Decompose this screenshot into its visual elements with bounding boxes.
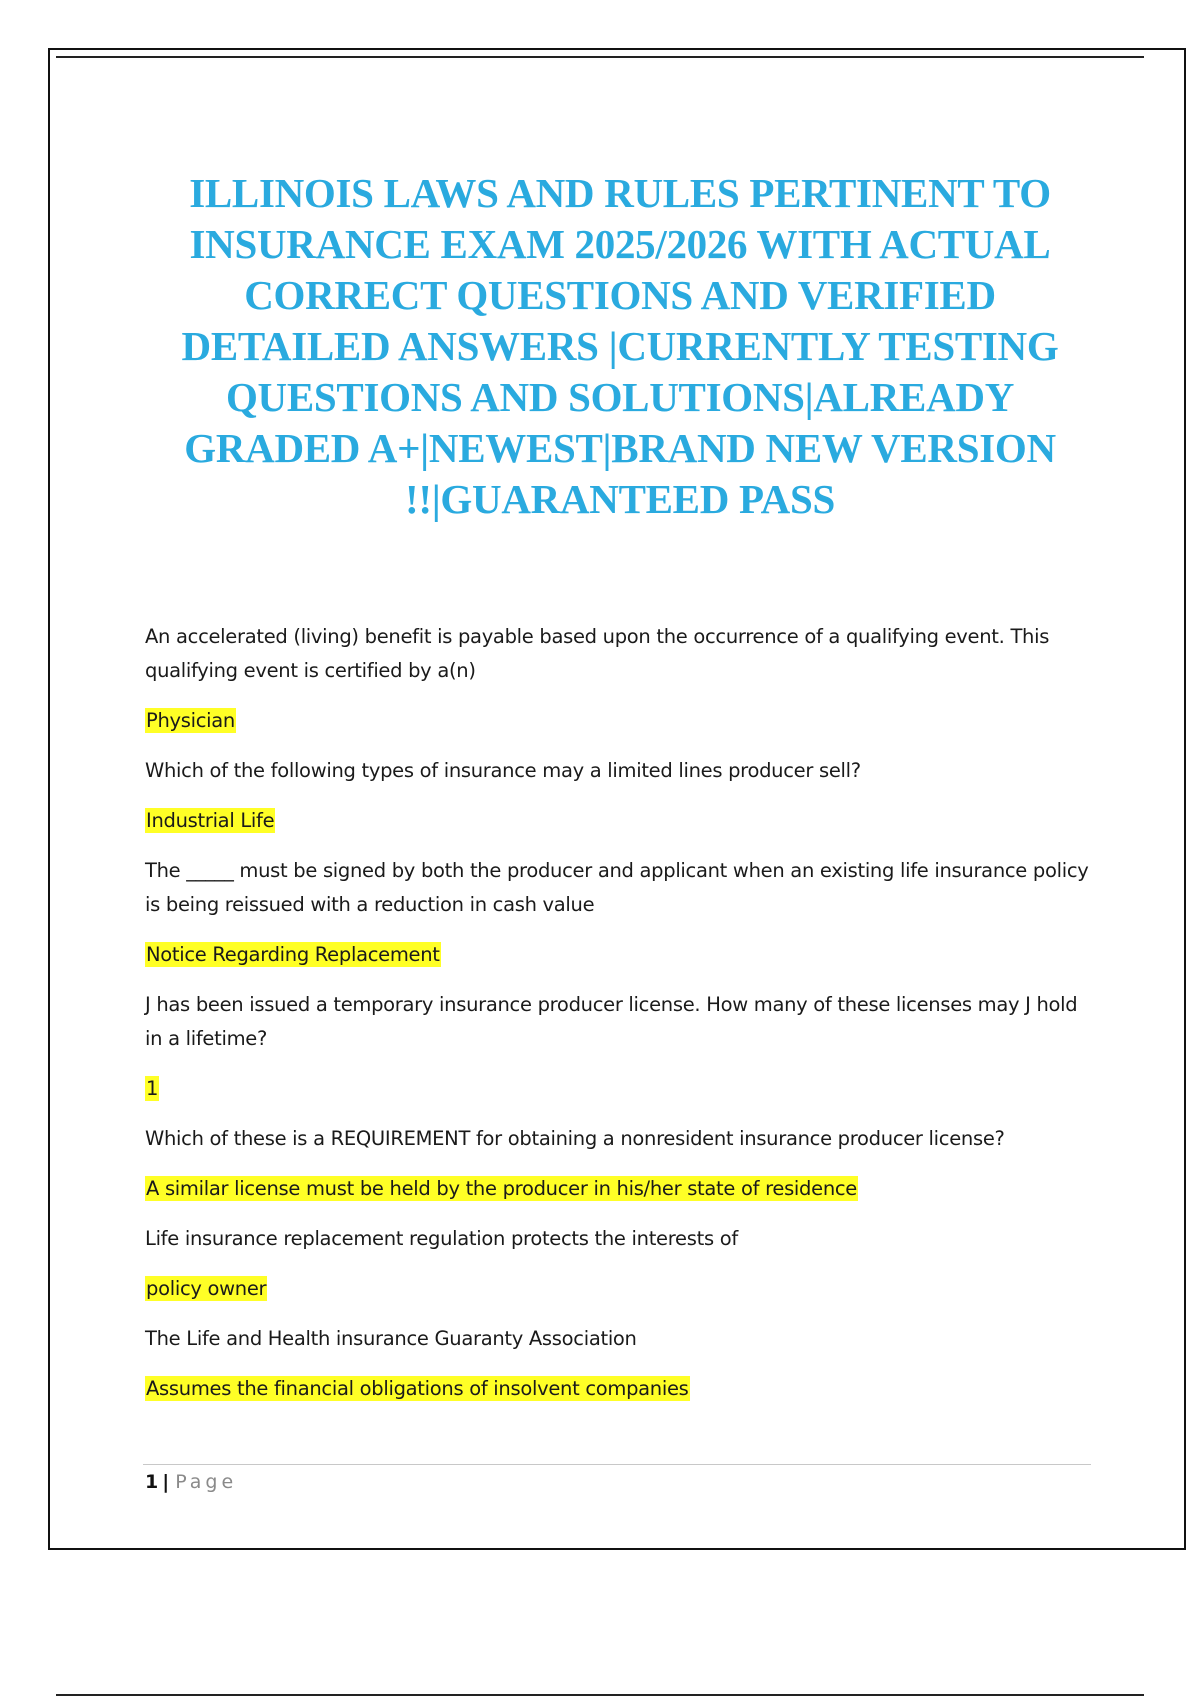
answer-highlight: policy owner [146, 1277, 267, 1300]
question-text: An accelerated (living) benefit is payable based upon the occurrence of a qualifying event. This qualifying event is certified by a(n) [145, 625, 1050, 682]
qa-list [145, 620, 1090, 1422]
page-footer [145, 1471, 237, 1493]
qa-item [145, 988, 1090, 1106]
top-rule [56, 56, 1144, 58]
answer-highlight: Physician [146, 709, 235, 732]
answer-row [145, 1272, 1090, 1306]
answer-highlight: Notice Regarding Replacement [146, 943, 440, 966]
question-text: Which of the following types of insurance may a limited lines producer sell? [145, 759, 861, 782]
qa-item [145, 620, 1090, 738]
answer-row [145, 804, 1090, 838]
question-text: J has been issued a temporary insurance producer license. How many of these licenses may J hold in a lifetime? [145, 993, 1078, 1050]
page-number: 1 [145, 1471, 159, 1493]
answer-highlight: Industrial Life [146, 809, 275, 832]
answer-row [145, 1172, 1090, 1206]
answer-row [145, 1372, 1090, 1406]
answer-highlight: Assumes the financial obligations of insolvent companies [146, 1377, 689, 1400]
question-text: The _____ must be signed by both the producer and applicant when an existing life insurance policy is being reissued with a reduction in cash value [145, 859, 1089, 916]
question-text: Which of these is a REQUIREMENT for obtaining a nonresident insurance producer license? [145, 1127, 1005, 1150]
qa-item [145, 854, 1090, 972]
answer-row [145, 938, 1090, 972]
answer-row [145, 1072, 1090, 1106]
page-separator: | [162, 1471, 170, 1493]
answer-highlight: 1 [146, 1077, 159, 1100]
page-label: Page [175, 1471, 238, 1493]
document-title: ILLINOIS LAWS AND RULES PERTINENT TO INSURANCE EXAM 2025/2026 WITH ACTUAL CORRECT QUESTIONS AND VERIFIED DETAILED ANSWERS |CURRENTLY TESTING QUESTIONS AND SOLUTIONS|ALREADY GRADED A+|NEWEST|BRAND NEW VERSION !!|GUARANTEED PASS [181, 170, 1059, 522]
question-text: The Life and Health insurance Guaranty Association [145, 1327, 637, 1350]
question-text: Life insurance replacement regulation protects the interests of [145, 1227, 738, 1250]
qa-item [145, 754, 1090, 838]
bottom-rule [56, 1694, 1144, 1696]
qa-item [145, 1122, 1090, 1206]
qa-item [145, 1322, 1090, 1406]
answer-highlight: A similar license must be held by the producer in his/her state of residence [146, 1177, 858, 1200]
footer-rule [143, 1464, 1091, 1465]
qa-item [145, 1222, 1090, 1306]
answer-row [145, 704, 1090, 738]
